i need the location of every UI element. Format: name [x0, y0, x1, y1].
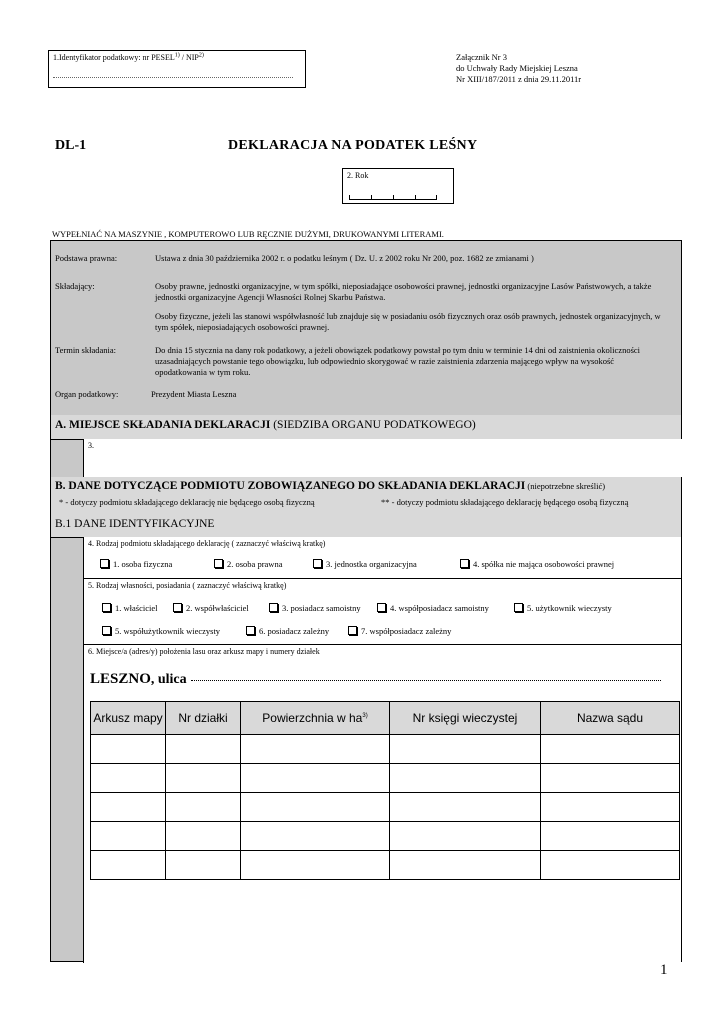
filers-value-2: Osoby fizyczne, jeżeli las stanowi współwłasność lub znajduje się w posiadaniu osób fizycznych oraz osób prawnych, jednostek organizacyjnych, w tym spółek, nieposiadających osobowości prawnej.	[155, 311, 661, 332]
section-b1-header	[51, 515, 681, 538]
table-cell[interactable]	[91, 793, 166, 822]
ownership-option-4[interactable]: 4. współposiadacz samoistny	[377, 603, 489, 613]
taxpayer-id-field[interactable]	[48, 50, 306, 88]
section-b1-title: B.1 DANE IDENTYFIKACYJNE	[55, 518, 215, 530]
taxpayer-id-dotted-line	[53, 77, 293, 78]
filers-row-2	[51, 311, 681, 335]
section-a-header	[51, 415, 681, 440]
table-row	[91, 793, 680, 822]
table-cell[interactable]	[91, 822, 166, 851]
checkbox[interactable]	[102, 626, 111, 635]
table-cell[interactable]	[241, 851, 390, 880]
table-cell[interactable]	[541, 851, 680, 880]
entity-type-option-1[interactable]: 1. osoba fizyczna	[100, 559, 172, 569]
checkbox[interactable]	[100, 559, 109, 568]
fill-instructions: WYPEŁNIAĆ NA MASZYNIE , KOMPUTEROWO LUB RĘCZNIE DUŻYMI, DRUKOWANYMI LITERAMI.	[52, 229, 444, 239]
table-cell[interactable]	[241, 735, 390, 764]
authority-value: Prezydent Miasta Leszna	[151, 389, 237, 399]
table-cell[interactable]	[390, 735, 541, 764]
entity-type-option-4[interactable]: 4. spółka nie mająca osobowości prawnej	[460, 559, 614, 569]
info-block	[51, 241, 681, 416]
legal-basis-row	[51, 253, 681, 265]
table-cell[interactable]	[390, 851, 541, 880]
ownership-option-2[interactable]: 2. współwłaściciel	[173, 603, 249, 613]
col-map-sheet: Arkusz mapy	[91, 702, 166, 735]
table-row	[91, 764, 680, 793]
street-dotted-line	[191, 680, 661, 681]
table-cell[interactable]	[541, 822, 680, 851]
ownership-option-3[interactable]: 3. posiadacz samoistny	[269, 603, 361, 613]
filers-value-1: Osoby prawne, jednostki organizacyjne, w tym spółki, nieposiadające osobowości prawnej, jednostki organizacyjne Lasów Państwowych, a także jednostki organizacyjne Agencji Własności Rolnej Skarbu Państwa.	[155, 281, 652, 302]
table-cell[interactable]	[541, 793, 680, 822]
field-4-label: 4. Rodzaj podmiotu składającego deklarację ( zaznaczyć właściwą kratkę)	[88, 539, 326, 548]
table-cell[interactable]	[390, 764, 541, 793]
table-cell[interactable]	[390, 822, 541, 851]
legal-basis-value: Ustawa z dnia 30 października 2002 r. o podatku leśnym ( Dz. U. z 2002 roku Nr 200, poz. 1682 ze zmianami )	[155, 253, 534, 263]
year-label: 2. Rok	[347, 171, 369, 180]
page-number: 1	[660, 962, 668, 978]
table-cell[interactable]	[241, 764, 390, 793]
section-b-note-legal: * - dotyczy podmiotu składającego deklarację nie będącego osobą fizyczną	[59, 497, 315, 507]
street-label: , ulica	[150, 672, 187, 687]
table-cell[interactable]	[166, 822, 241, 851]
annex-reference	[456, 52, 581, 85]
entity-type-field	[83, 537, 681, 579]
authority-key: Organ podatkowy:	[55, 389, 119, 399]
ownership-option-8[interactable]: 7. współposiadacz zależny	[348, 626, 451, 636]
deadline-key: Termin składania:	[55, 345, 117, 355]
form-title: DEKLARACJA NA PODATEK LEŚNY	[228, 138, 478, 153]
ownership-type-field	[83, 579, 681, 645]
table-cell[interactable]	[541, 735, 680, 764]
entity-type-option-3[interactable]: 3. jednostka organizacyjna	[313, 559, 417, 569]
entity-type-option-2[interactable]: 2. osoba prawna	[214, 559, 282, 569]
city-name: LESZNO	[90, 671, 151, 687]
checkbox[interactable]	[269, 603, 278, 612]
declaration-form-body	[50, 240, 682, 962]
field-3-number: 3.	[88, 441, 94, 450]
tax-office-field[interactable]	[83, 439, 682, 478]
year-field[interactable]	[342, 168, 454, 204]
col-parcel-number: Nr działki	[166, 702, 241, 735]
parcels-table	[90, 701, 680, 880]
ownership-option-7[interactable]: 6. posiadacz zależny	[246, 626, 329, 636]
table-row	[91, 735, 680, 764]
table-cell[interactable]	[166, 793, 241, 822]
table-row	[91, 851, 680, 880]
checkbox[interactable]	[102, 603, 111, 612]
year-digit-ticks	[349, 191, 437, 200]
table-cell[interactable]	[241, 793, 390, 822]
table-cell[interactable]	[166, 851, 241, 880]
checkbox[interactable]	[173, 603, 182, 612]
table-cell[interactable]	[91, 851, 166, 880]
table-cell[interactable]	[166, 764, 241, 793]
filers-row	[51, 281, 681, 305]
checkbox[interactable]	[514, 603, 523, 612]
section-b-note-natural: ** - dotyczy podmiotu składającego deklarację będącego osobą fizyczną	[381, 497, 629, 507]
filers-key: Składający:	[55, 281, 95, 291]
deadline-value: Do dnia 15 stycznia na dany rok podatkowy, a jeżeli obowiązek podatkowy powstał po tym dniu w terminie 14 dni od zaistnienia okoliczności uzasadniających powstanie tego obowiązku, lub odpowiednio skorygować w razie zaistnienia zdarzenia mającego wpływ na wysokość opodatkowania w tym roku.	[155, 345, 641, 377]
section-a-title: A. MIEJSCE SKŁADANIA DEKLARACJI (SIEDZIBA ORGANU PODATKOWEGO)	[55, 419, 476, 431]
checkbox[interactable]	[460, 559, 469, 568]
ownership-option-5[interactable]: 5. użytkownik wieczysty	[514, 603, 612, 613]
ownership-option-6[interactable]: 5. współużytkownik wieczysty	[102, 626, 220, 636]
col-court-name: Nazwa sądu	[541, 702, 680, 735]
section-b-title: B. DANE DOTYCZĄCE PODMIOTU ZOBOWIĄZANEGO DO SKŁADANIA DEKLARACJI (niepotrzebne skreślić)	[55, 480, 606, 492]
table-cell[interactable]	[91, 735, 166, 764]
legal-basis-key: Podstawa prawna:	[55, 253, 118, 263]
forest-location-field	[83, 645, 681, 963]
checkbox[interactable]	[214, 559, 223, 568]
checkbox[interactable]	[348, 626, 357, 635]
deadline-row	[51, 345, 681, 381]
street-address-line[interactable]	[90, 671, 661, 688]
annex-line-2: do Uchwały Rady Miejskiej Leszna	[456, 63, 578, 73]
checkbox[interactable]	[246, 626, 255, 635]
field-6-label: 6. Miejsce/a (adres/y) położenia lasu oraz arkusz mapy i numery działek	[88, 647, 320, 656]
annex-line-3: Nr XIII/187/2011 z dnia 29.11.2011r	[456, 74, 582, 84]
table-cell[interactable]	[541, 764, 680, 793]
table-cell[interactable]	[91, 764, 166, 793]
checkbox[interactable]	[377, 603, 386, 612]
checkbox[interactable]	[313, 559, 322, 568]
ownership-option-1[interactable]: 1. właściciel	[102, 603, 157, 613]
annex-line-1: Załącznik Nr 3	[456, 52, 507, 62]
col-area-ha: Powierzchnia w $ha^{3)}$	[241, 702, 390, 735]
table-cell[interactable]	[390, 793, 541, 822]
parcels-header-row	[91, 702, 680, 735]
col-land-register: Nr księgi wieczystej	[390, 702, 541, 735]
authority-row	[51, 389, 681, 401]
table-cell[interactable]	[241, 822, 390, 851]
section-b-header	[51, 477, 681, 516]
form-code: DL-1	[55, 138, 87, 153]
taxpayer-id-label: 1.Identyfikator podatkowy: nr PESEL$^{1)}$ / NIP$^{2)}$	[53, 52, 204, 62]
table-row	[91, 822, 680, 851]
table-cell[interactable]	[166, 735, 241, 764]
field-5-label: 5. Rodzaj własności, posiadania ( zaznaczyć właściwą kratkę)	[88, 581, 287, 590]
